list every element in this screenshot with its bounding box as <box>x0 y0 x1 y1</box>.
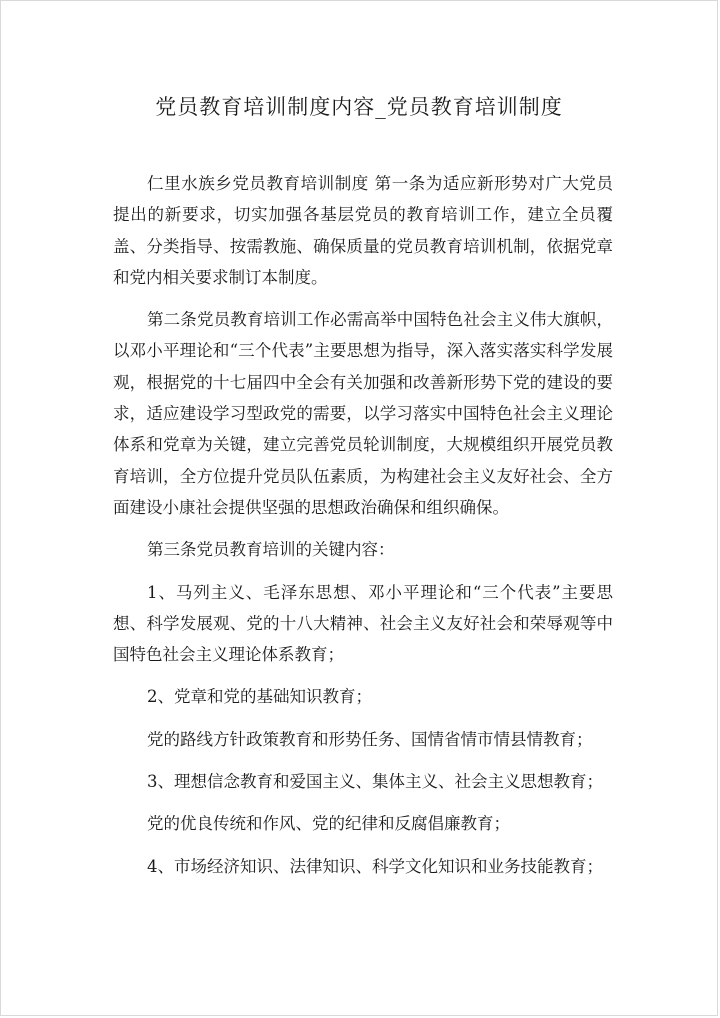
list-item-2-continued: 党的路线方针政策教育和形势任务、国情省情市情县情教育； <box>147 729 593 749</box>
paragraph-article-1: 仁里水族乡党员教育培训制度 第一条为适应新形势对广大党员提出的新要求，切实加强各基层党员的教育培训工作，建立全员覆盖、分类指导、按需教施、确保质量的党员教育培训机制，依据党章和党内相关要求制订本制度。 <box>113 174 613 287</box>
section-heading-article-3: 第三条党员教育培训的关键内容： <box>147 540 395 560</box>
list-item-4: 4、市场经济知识、法律知识、科学文化知识和业务技能教育； <box>147 856 603 876</box>
list-item-3: 3、理想信念教育和爱国主义、集体主义、社会主义思想教育； <box>147 772 603 792</box>
document-title: 党员教育培训制度内容_党员教育培训制度 <box>155 95 563 119</box>
list-item-1: 1、马列主义、毛泽东思想、邓小平理论和“三个代表”主要思想、科学发展观、党的十八大精神、社会主义友好社会和荣辱观等中国特色社会主义理论体系教育； <box>113 582 613 665</box>
list-item-3-continued: 党的优良传统和作风、党的纪律和反腐倡廉教育； <box>147 814 510 834</box>
paragraph-article-2: 第二条党员教育培训工作必需高举中国特色社会主义伟大旗帜，以邓小平理论和“三个代表”主要思想为指导，深入落实落实科学发展观，根据党的十七届四中全会有关加强和改善新形势下党的建设的要求，适应建设学习型政党的需要，以学习落实中国特色社会主义理论体系和党章为关键，建立完善党员轮训制度，大规模组织开展党员教育培训，全方位提升党员队伍素质，为构建社会主义友好社会、全方面建设小康社会提供坚强的思想政治确保和组织确保。 <box>113 310 613 517</box>
document-body <box>113 168 613 882</box>
list-item-2: 2、党章和党的基础知识教育； <box>147 687 372 707</box>
